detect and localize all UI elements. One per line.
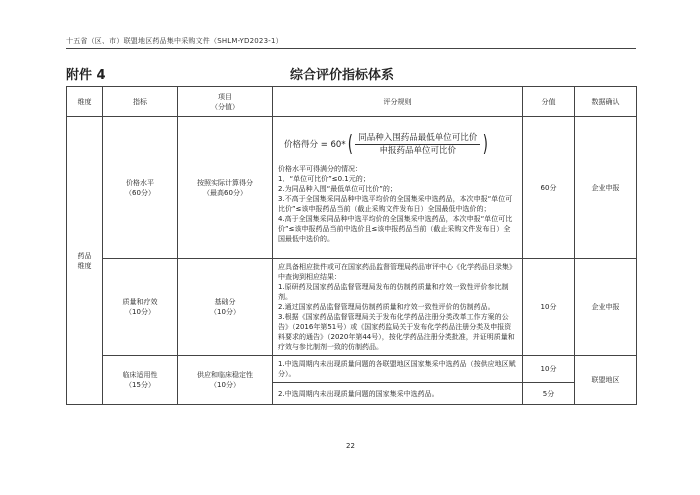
confirm-clinical: 联盟地区 bbox=[575, 356, 637, 405]
dimension-cell: 药品 维度 bbox=[67, 117, 103, 405]
indicator-clinical: 临床适用性 （15分） bbox=[103, 356, 178, 405]
table-row-price bbox=[67, 117, 637, 259]
rules-clinical-2: 2.中选周期内未出现质量问题的国家集采中选药品。 bbox=[273, 383, 523, 405]
item-quality: 基础分 （10分） bbox=[178, 259, 273, 356]
page-title: 综合评价指标体系 bbox=[290, 68, 395, 83]
price-formula: 价格得分 = 60* ( $\frac{\text{同品种入围药品最低单位可比价}}{\text{申报药品单位可比价}}$ ) bbox=[284, 131, 489, 157]
formula-prefix: 价格得分 = 60* bbox=[284, 139, 346, 150]
rule-line: 3.根据《国家药品监督管理局关于发布化学药品注册分类改革工作方案的公告》（2016年第51号）或《国家药监局关于发布化学药品注册分类及申报资料要求的通告》（2020年第44号），按化学药品注册分类批准，并证明质量和疗效与参比制剂一致的仿制药品。 bbox=[278, 313, 515, 351]
rule-line: 应具备相应批件或可在国家药品监督管理局药品审评中心《化学药品目录集》中查询到相应结果： bbox=[278, 263, 516, 281]
rules-quality bbox=[273, 259, 523, 356]
rule-line: 3.不高于全国集采同品种中选平均价的全国集采中选药品，本次申报“单位可比价”≤该申报药品当前（截止采购文件发布日）全国最低中选价的； bbox=[278, 195, 513, 213]
confirm-quality: 企业申报 bbox=[575, 259, 637, 356]
table-row-clinical-1 bbox=[67, 356, 637, 383]
col-header-confirm: 数据确认 bbox=[575, 87, 637, 117]
rule-line: 4.高于全国集采同品种中选平均价的全国集采中选药品，本次申报“单位可比价”≤该申报药品当前中选价且≤该申报药品当前（截止采购文件发布日）全国最低中选价的。 bbox=[278, 215, 513, 243]
formula-numerator: 同品种入围药品最低单位可比价 bbox=[355, 133, 480, 145]
score-clinical-1: 10分 bbox=[523, 356, 575, 383]
indicator-quality: 质量和疗效 （10分） bbox=[103, 259, 178, 356]
rules-clinical-1: 1.中选周期内未出现质量问题的各联盟地区国家集采中选药品（按供应地区赋分）。 bbox=[273, 356, 523, 383]
rule-line: 2.为同品种入围“最低单位可比价”的； bbox=[278, 185, 397, 193]
col-header-indicator: 指标 bbox=[103, 87, 178, 117]
score-quality: 10分 bbox=[523, 259, 575, 356]
col-header-item: 项目 （分值） bbox=[178, 87, 273, 117]
col-header-rules: 评分规则 bbox=[273, 87, 523, 117]
rule-line: 1．“单位可比价”≤0.1元的； bbox=[278, 175, 370, 183]
score-clinical-2: 5分 bbox=[523, 383, 575, 405]
rules-price bbox=[273, 117, 523, 259]
attachment-label: 附件 4 bbox=[66, 68, 106, 83]
rule-line: 1.原研药及国家药品监督管理局发布的仿制药质量和疗效一致性评价参比制剂。 bbox=[278, 283, 509, 301]
table-header-row bbox=[67, 87, 637, 117]
col-header-score: 分值 bbox=[523, 87, 575, 117]
page-number: 22 bbox=[346, 442, 355, 450]
score-price: 60分 bbox=[523, 117, 575, 259]
table-row-quality bbox=[67, 259, 637, 356]
formula-denominator: 申报药品单位可比价 bbox=[379, 146, 456, 156]
rule-line: 2.通过国家药品监督管理局仿制药质量和疗效一致性评价的仿制药品。 bbox=[278, 303, 495, 311]
item-price: 按照实际计算得分 （最高60分） bbox=[178, 117, 273, 259]
item-clinical: 供应和临床稳定性 （10分） bbox=[178, 356, 273, 405]
formula-fraction bbox=[355, 133, 480, 156]
indicator-price: 价格水平 （60分） bbox=[103, 117, 178, 259]
confirm-price: 企业申报 bbox=[575, 117, 637, 259]
col-header-dimension: 维度 bbox=[67, 87, 103, 117]
evaluation-table bbox=[66, 86, 637, 405]
header-rule bbox=[66, 48, 636, 49]
rule-line: 价格水平可得满分的情况： bbox=[278, 165, 362, 173]
document-header: 十五省（区、市）联盟地区药品集中采购文件（SHLM-YD2023-1） bbox=[66, 37, 283, 45]
